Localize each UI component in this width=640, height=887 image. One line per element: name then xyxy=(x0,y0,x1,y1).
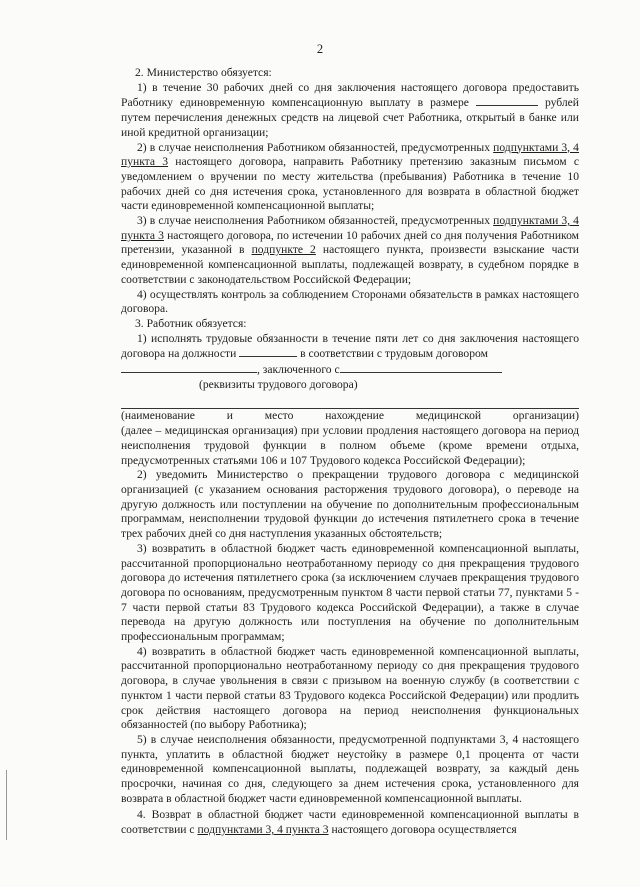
section-2-item-1 xyxy=(121,81,579,141)
section-2-item-2 xyxy=(121,141,579,215)
page-number: 2 xyxy=(316,42,324,56)
text: 1) исполнять трудовые обязанности в течение пяти лет со дня заключения настоящего договора на должности xyxy=(121,331,579,361)
section-3-item-5: 5) в случае неисполнения обязанности, предусмотренной подпунктами 3, 4 настоящего пункта, уплатить в областной бюджет неустойку в размере 0,1 процента от части единовременной компенсационной выплаты, подлежащей возврату, за каждый день просрочки, начиная со дня, следующего за днем истечения срока, установленного для возврата в областной бюджет части единовременной компенсационной выплаты. xyxy=(121,732,579,805)
section-3-item-2: 2) уведомить Министерство о прекращении трудового договора с медицинской организацией (с указанием основания расторжения трудового договора), о переводе на другую должность или поступлении на обучение по дополнительным профессиональным программам, неисполнении трудовой функции до истечения пятилетнего срока в течение трех рабочих дней со дня наступления указанных обстоятельств; xyxy=(121,468,579,541)
section-2-item-4: 4) осуществлять контроль за соблюдением Сторонами обязательств в рамках настоящего договора. xyxy=(121,287,579,316)
document-body xyxy=(121,66,579,838)
contract-blank xyxy=(121,362,257,373)
section-3-item-3: 3) возвратить в областной бюджет часть единовременной компенсационной выплаты, рассчитанной пропорционально неотработанному периоду со дня прекращения трудового договора до истечения пятилетнего срока (за исключением случаев прекращения трудового договора по основаниям, предусмотренным пунктом 8 части первой статьи 77, пунктами 5 - 7 части первой статьи 83 Трудового кодекса Российской Федерации), а также в случае перевода на другую должность или поступления на обучение по дополнительным профессиональным программам; xyxy=(121,541,579,644)
org-name-line xyxy=(121,394,579,409)
section-3-item-1 xyxy=(121,332,579,362)
section-2-item-3 xyxy=(121,214,579,288)
text: настоящего договора, направить Работнику претензию заказным письмом с уведомлением о вручении по месту жительства (пребывания) Работника в течение 10 рабочих дней со дня истечения срока, установленного для возврата в областной бюджет части единовременной компенсационной выплаты; xyxy=(121,155,579,213)
text: настоящего пункта, произвести взыскание части единовременной компенсационной выплаты, подлежащей возврату, в судебном порядке в соответствии с законодательством Российской Федерации; xyxy=(121,243,579,286)
section-3-item-4: 4) возвратить в областной бюджет часть единовременной компенсационной выплаты, рассчитанной пропорционально неотработанному периоду со дня прекращения трудового договора, в случае увольнения в связи с призывом на военную службу (в соответствии с пунктом 1 части первой статьи 83 Трудового кодекса Российской Федерации) или продлить срок действия настоящего договора на период неисполнения функциональных обязанностей (по выбору Работника); xyxy=(121,644,579,732)
section-3-heading: 3. Работник обязуется: xyxy=(135,316,247,330)
org-blank xyxy=(340,362,502,373)
amount-blank xyxy=(476,95,538,106)
subpoint-link: подпунктами 3, 4 пункта 3 xyxy=(197,823,329,837)
text: 4. Возврат в областной бюджет части единовременной компенсационной выплаты в соответствии с xyxy=(121,808,579,837)
text: 2) в случае неисполнения Работником обязанностей, предусмотренных xyxy=(137,140,491,154)
subpoint-link: подпункте 2 xyxy=(251,243,316,257)
text: 3) в случае неисполнения Работником обязанностей, предусмотренных xyxy=(137,214,491,228)
org-caption: (наименование и место нахождение медицинской организации) xyxy=(121,409,579,423)
contract-line xyxy=(121,362,579,378)
subpoint-link: подпунктами 3, 4 пункта 3 xyxy=(121,140,579,169)
text: настоящего договора осуществляется xyxy=(331,823,517,837)
section-3-item-1-cont: (далее – медицинская организация) при условии продления настоящего договора на период неисполнения трудовой функции в полном объеме (кроме времени отдыха, предусмотренных статьями 106 и 107 Трудового кодекса Российской Федерации); xyxy=(121,424,579,467)
text: 1) в течение 30 рабочих дней со дня заключения настоящего договора предоставить Работнику единовременную компенсационную выплату в размере xyxy=(121,80,579,110)
contract-caption: (реквизиты трудового договора) xyxy=(199,377,358,391)
text: в соответствии с трудовым договором xyxy=(300,347,488,361)
subpoint-link: подпунктами 3, 4 пункта 3 xyxy=(121,214,579,242)
position-blank xyxy=(239,346,297,357)
text: , заключенного с xyxy=(257,363,340,377)
section-2-heading: 2. Министерство обязуется: xyxy=(135,66,272,79)
text: настоящего договора, по истечении 10 рабочих дней со дня получения Работником претензии, указанной в xyxy=(121,228,579,257)
section-4 xyxy=(121,808,579,837)
scan-margin-mark xyxy=(6,770,7,840)
text: рублей путем перечисления денежных средств на лицевой счет Работника, открытый в банке или иной кредитной организации; xyxy=(121,96,579,139)
